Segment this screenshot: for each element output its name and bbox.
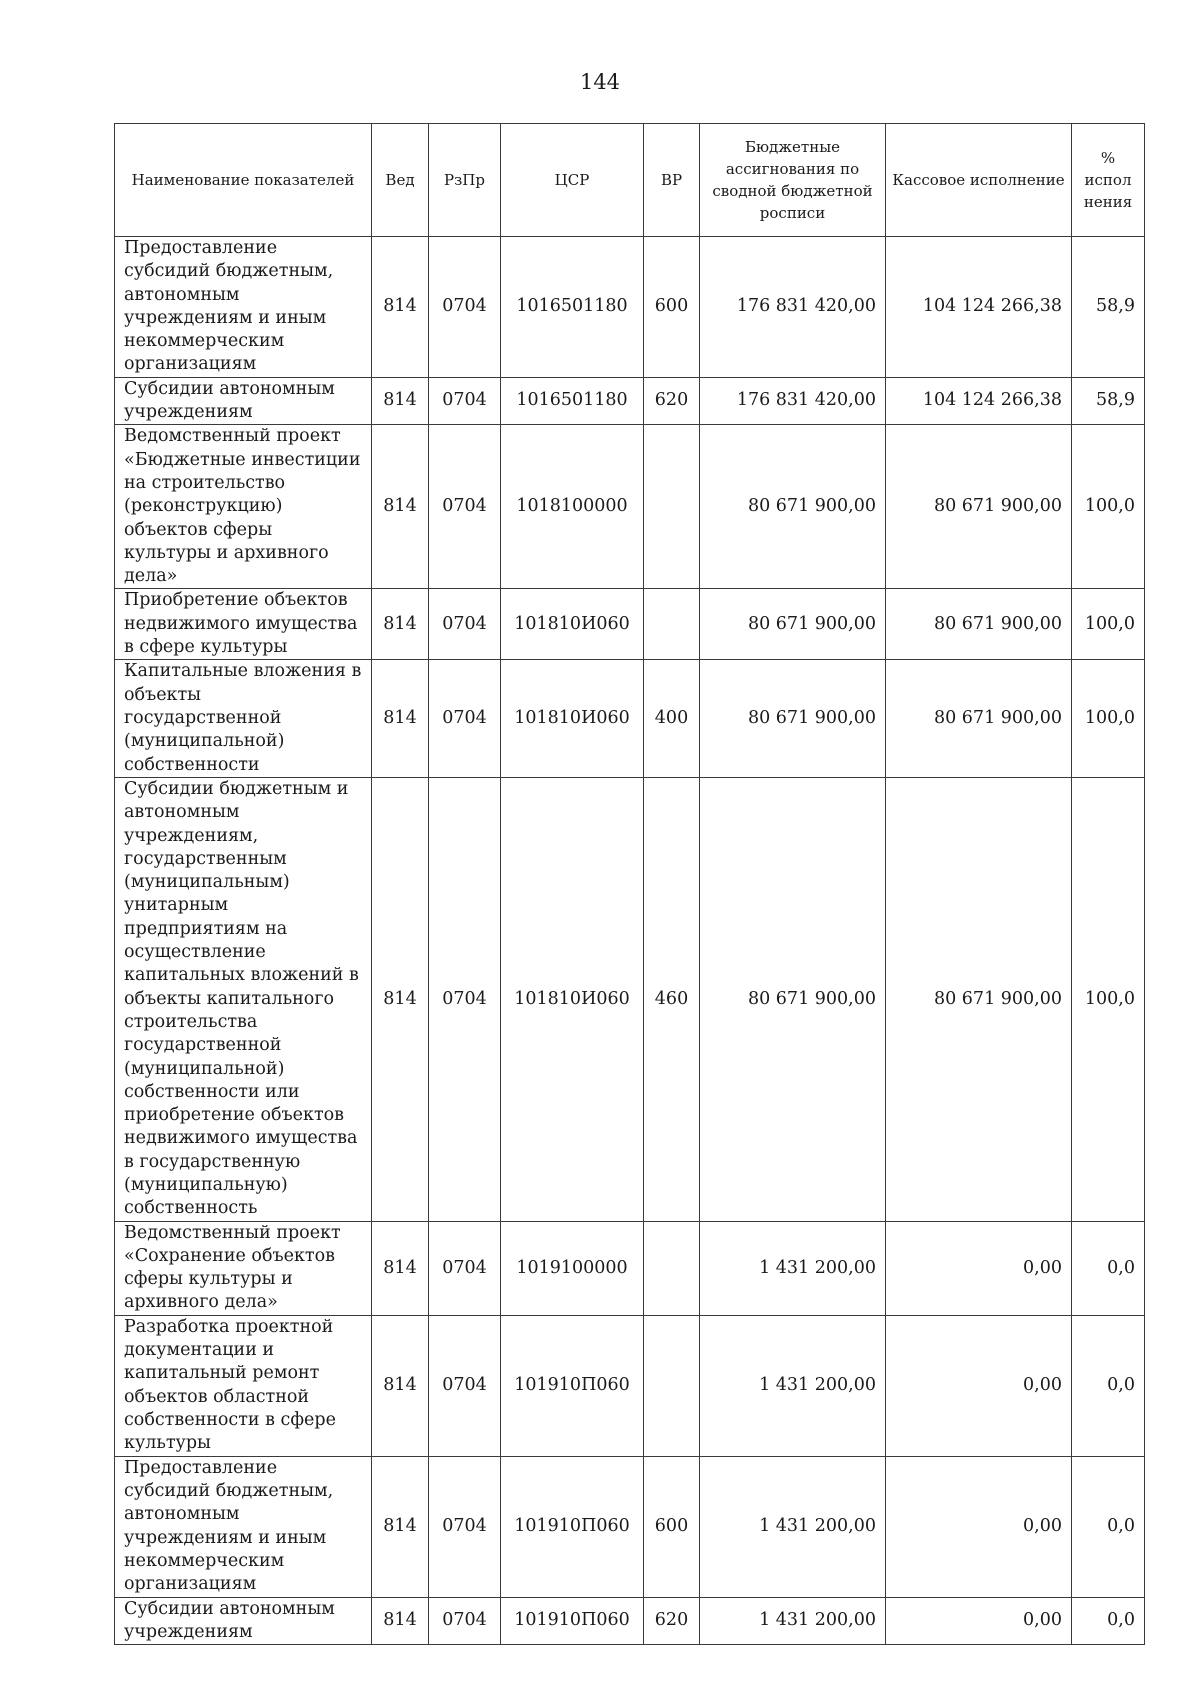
row-assignments: 1 431 200,00	[700, 1456, 886, 1597]
row-vr: 600	[644, 237, 700, 378]
row-name: Капитальные вложения в объекты государственной (муниципальной) собственности	[115, 660, 372, 777]
header-rzpr: РзПр	[429, 124, 501, 237]
row-name: Субсидии автономным учреждениям	[115, 1597, 372, 1645]
header-ved: Вед	[372, 124, 429, 237]
row-ved: 814	[372, 237, 429, 378]
row-csr: 101810И060	[501, 589, 644, 660]
header-execution: Кассовое исполнение	[886, 124, 1072, 237]
header-csr: ЦСР	[501, 124, 644, 237]
row-execution: 0,00	[886, 1221, 1072, 1315]
row-rzpr: 0704	[429, 237, 501, 378]
row-name: Субсидии бюджетным и автономным учреждениям, государственным (муниципальным) унитарным предприятиям на осуществление капитальных вложений в объекты капитального строительства государственной (муниципальной) собственности или приобретение объектов недвижимого имущества в государственную (муниципальную) собственность	[115, 777, 372, 1221]
row-rzpr: 0704	[429, 1597, 501, 1645]
row-vr	[644, 589, 700, 660]
row-execution: 104 124 266,38	[886, 377, 1072, 425]
row-csr: 1019100000	[501, 1221, 644, 1315]
row-vr: 620	[644, 377, 700, 425]
row-assignments: 80 671 900,00	[700, 589, 886, 660]
row-vr	[644, 1315, 700, 1456]
row-vr	[644, 1221, 700, 1315]
row-csr: 101910П060	[501, 1456, 644, 1597]
row-name: Разработка проектной документации и капитальный ремонт объектов областной собственности в сфере культуры	[115, 1315, 372, 1456]
row-name: Приобретение объектов недвижимого имущества в сфере культуры	[115, 589, 372, 660]
row-ved: 814	[372, 377, 429, 425]
row-ved: 814	[372, 589, 429, 660]
row-name: Ведомственный проект «Бюджетные инвестиции на строительство (реконструкцию) объектов сферы культуры и архивного дела»	[115, 425, 372, 589]
row-percent: 58,9	[1072, 377, 1145, 425]
row-execution: 0,00	[886, 1456, 1072, 1597]
page-number: 144	[579, 70, 621, 94]
header-vr: ВР	[644, 124, 700, 237]
row-vr: 620	[644, 1597, 700, 1645]
row-name: Ведомственный проект «Сохранение объектов сферы культуры и архивного дела»	[115, 1221, 372, 1315]
row-assignments: 1 431 200,00	[700, 1315, 886, 1456]
row-percent: 58,9	[1072, 237, 1145, 378]
row-vr: 460	[644, 777, 700, 1221]
row-assignments: 176 831 420,00	[700, 377, 886, 425]
row-ved: 814	[372, 425, 429, 589]
row-rzpr: 0704	[429, 777, 501, 1221]
row-ved: 814	[372, 1597, 429, 1645]
row-assignments: 1 431 200,00	[700, 1221, 886, 1315]
header-assignments: Бюджетные ассигнования по сводной бюджетной росписи	[700, 124, 886, 237]
table-row	[115, 425, 1145, 589]
row-vr: 600	[644, 1456, 700, 1597]
row-execution: 80 671 900,00	[886, 425, 1072, 589]
row-csr: 101910П060	[501, 1597, 644, 1645]
row-name: Предоставление субсидий бюджетным, автономным учреждениям и иным некоммерческим организациям	[115, 1456, 372, 1597]
row-percent: 0,0	[1072, 1315, 1145, 1456]
row-name: Предоставление субсидий бюджетным, автономным учреждениям и иным некоммерческим организациям	[115, 237, 372, 378]
row-percent: 0,0	[1072, 1221, 1145, 1315]
row-execution: 104 124 266,38	[886, 237, 1072, 378]
row-assignments: 1 431 200,00	[700, 1597, 886, 1645]
row-rzpr: 0704	[429, 377, 501, 425]
row-percent: 0,0	[1072, 1456, 1145, 1597]
row-rzpr: 0704	[429, 425, 501, 589]
row-ved: 814	[372, 1315, 429, 1456]
row-csr: 1016501180	[501, 377, 644, 425]
row-ved: 814	[372, 1221, 429, 1315]
table-row	[115, 237, 1145, 378]
table-row	[115, 660, 1145, 777]
row-csr: 1018100000	[501, 425, 644, 589]
table-row	[115, 589, 1145, 660]
row-ved: 814	[372, 660, 429, 777]
header-percent: % испол нения	[1072, 124, 1145, 237]
row-rzpr: 0704	[429, 1221, 501, 1315]
row-rzpr: 0704	[429, 660, 501, 777]
row-assignments: 80 671 900,00	[700, 425, 886, 589]
row-percent: 100,0	[1072, 425, 1145, 589]
row-execution: 0,00	[886, 1597, 1072, 1645]
row-percent: 0,0	[1072, 1597, 1145, 1645]
row-name: Субсидии автономным учреждениям	[115, 377, 372, 425]
row-percent: 100,0	[1072, 777, 1145, 1221]
row-execution: 80 671 900,00	[886, 777, 1072, 1221]
row-percent: 100,0	[1072, 589, 1145, 660]
budget-execution-table	[114, 123, 1145, 1645]
row-ved: 814	[372, 777, 429, 1221]
row-rzpr: 0704	[429, 1456, 501, 1597]
row-execution: 80 671 900,00	[886, 660, 1072, 777]
row-rzpr: 0704	[429, 1315, 501, 1456]
row-vr	[644, 425, 700, 589]
row-assignments: 80 671 900,00	[700, 660, 886, 777]
header-name: Наименование показателей	[115, 124, 372, 237]
row-execution: 0,00	[886, 1315, 1072, 1456]
row-assignments: 176 831 420,00	[700, 237, 886, 378]
row-csr: 1016501180	[501, 237, 644, 378]
table-header-row	[115, 124, 1145, 237]
table-row	[115, 1221, 1145, 1315]
table-row	[115, 377, 1145, 425]
row-execution: 80 671 900,00	[886, 589, 1072, 660]
row-csr: 101910П060	[501, 1315, 644, 1456]
table-row	[115, 1456, 1145, 1597]
row-vr: 400	[644, 660, 700, 777]
row-percent: 100,0	[1072, 660, 1145, 777]
table-row	[115, 1597, 1145, 1645]
row-csr: 101810И060	[501, 660, 644, 777]
row-assignments: 80 671 900,00	[700, 777, 886, 1221]
table-row	[115, 777, 1145, 1221]
row-rzpr: 0704	[429, 589, 501, 660]
row-csr: 101810И060	[501, 777, 644, 1221]
table-row	[115, 1315, 1145, 1456]
row-ved: 814	[372, 1456, 429, 1597]
